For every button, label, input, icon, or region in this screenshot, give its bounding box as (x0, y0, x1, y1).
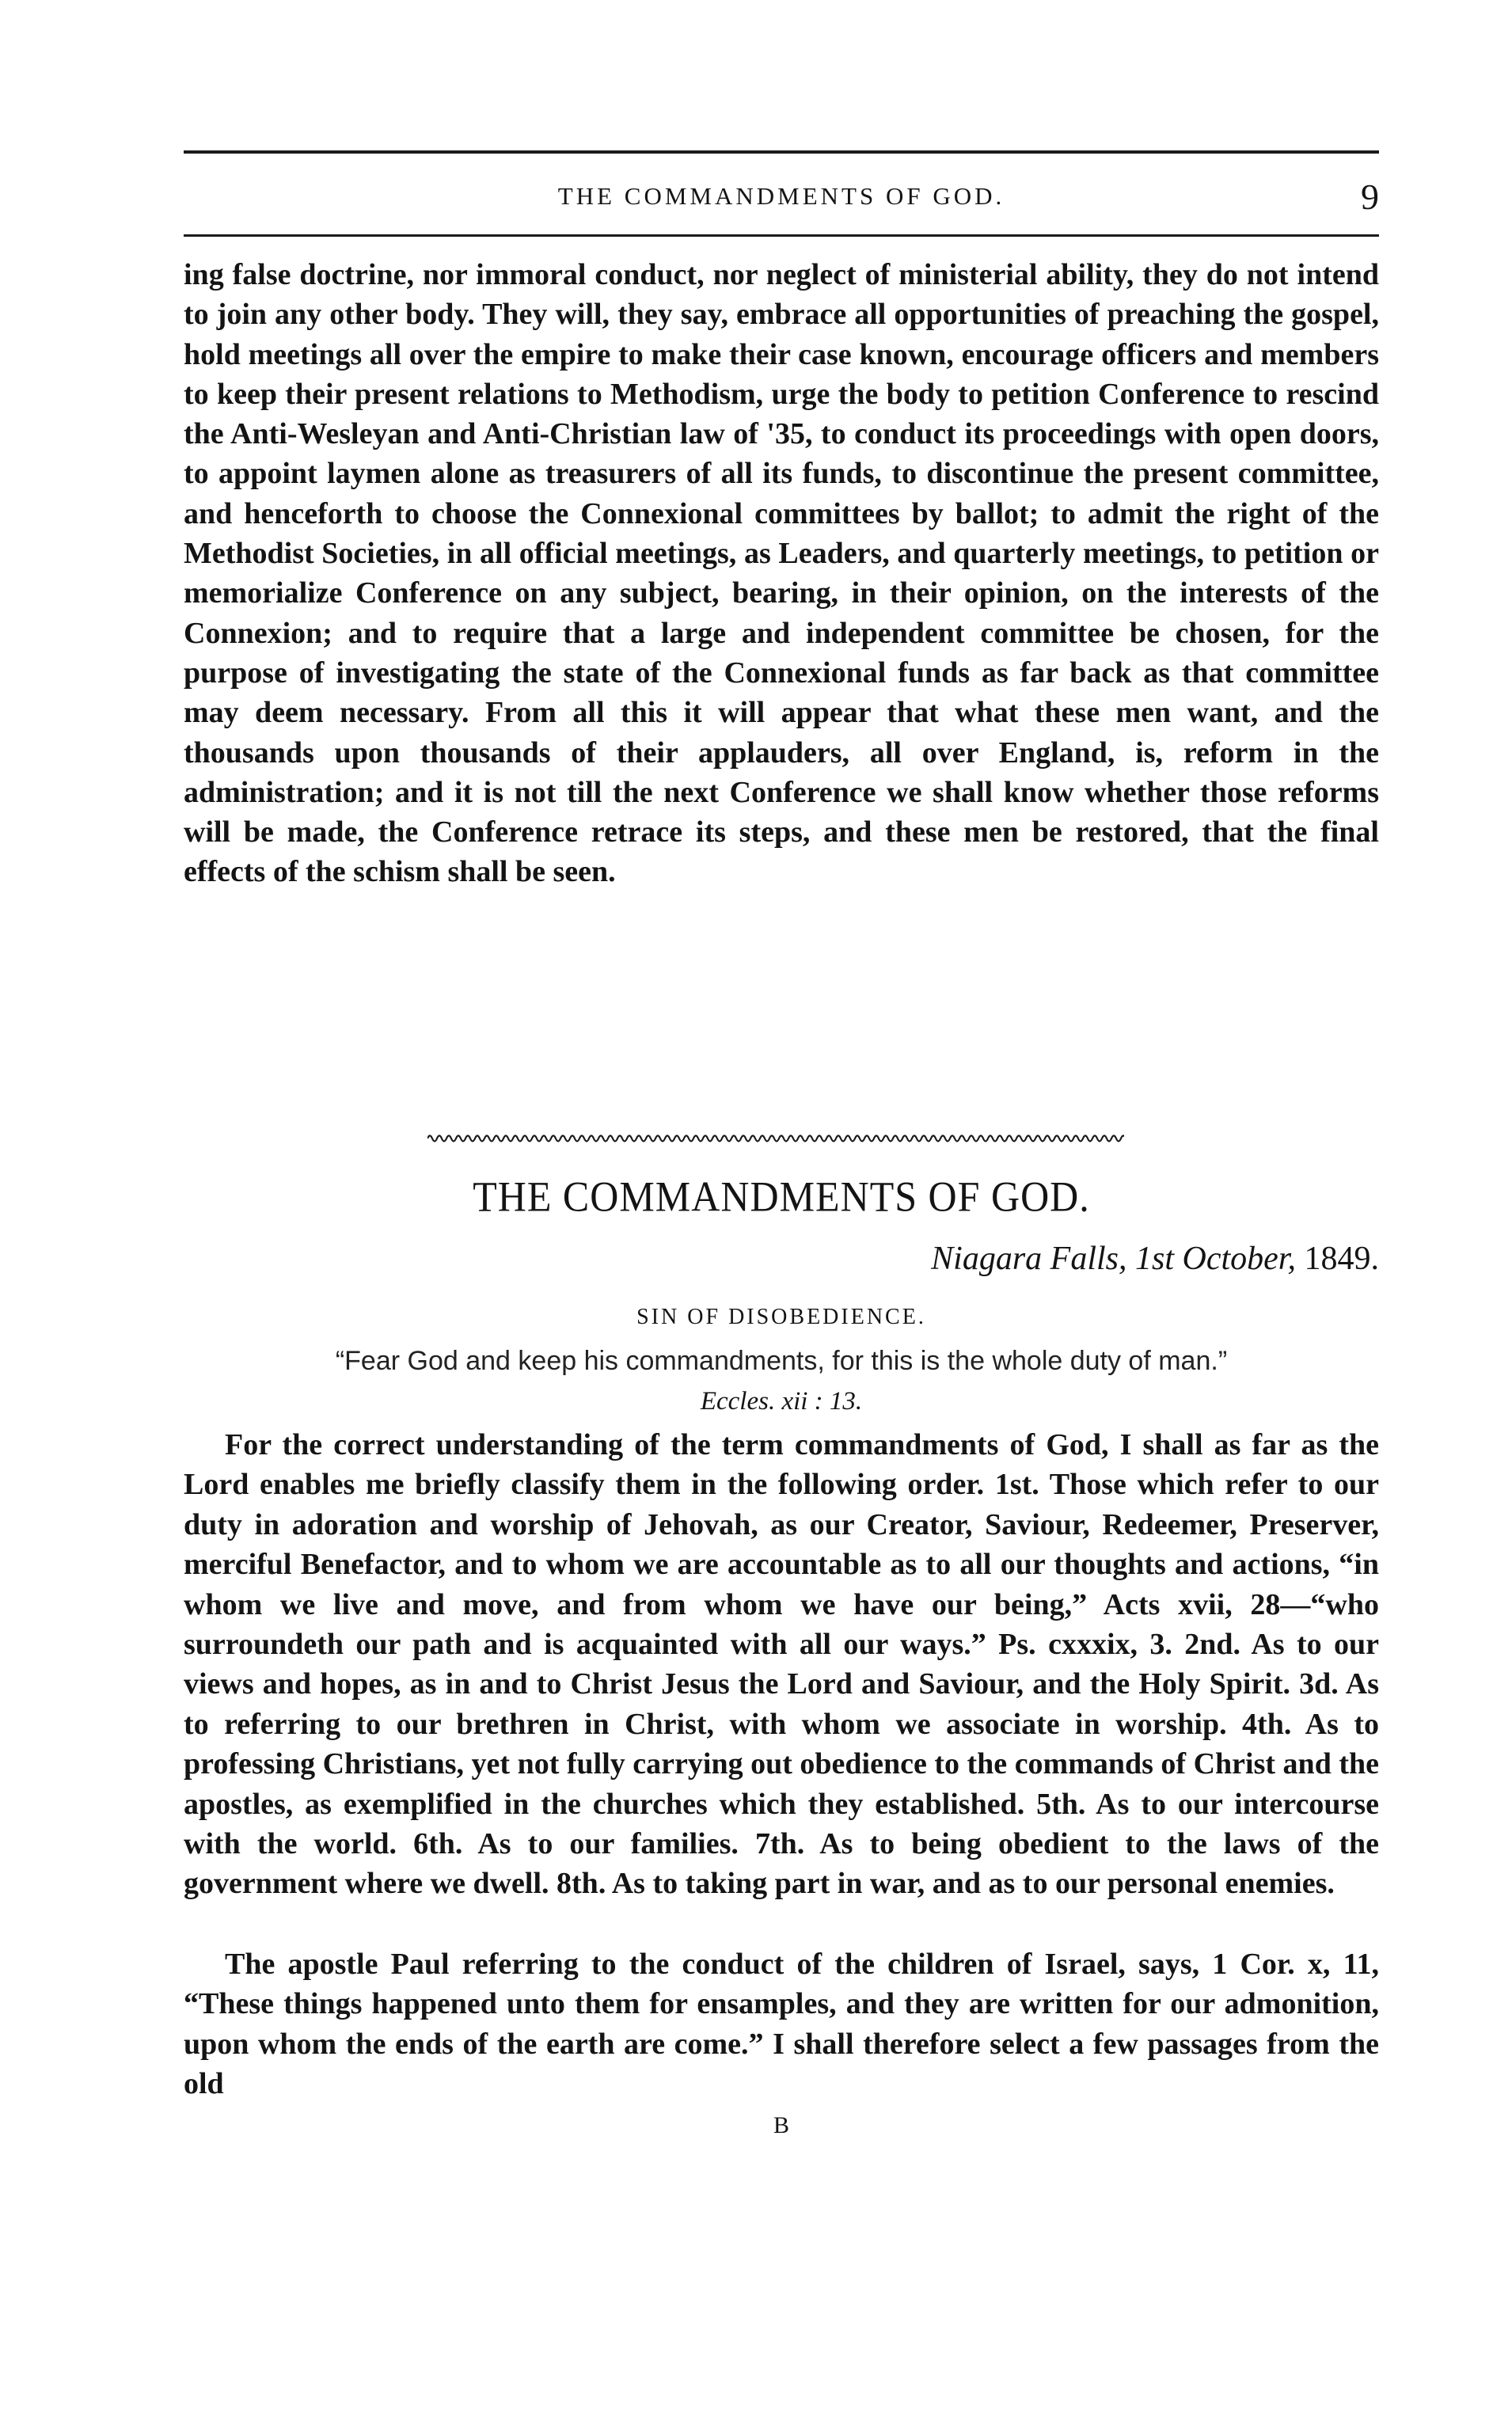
signature-mark: B (773, 2112, 789, 2138)
dateline-year: 1849. (1304, 1241, 1379, 1277)
body-paragraph-commandments-classification: For the correct understanding of the term commandments of God, I shall as far as the Lord enables me briefly classify them in the following order. 1st. Those which refer to our duty in adoration and worship of Jehovah, as our Creator, Saviour, Redeemer, Preserver, merciful Benefactor, and to whom we are accountable as to all our thoughts and actions, “in whom we live and move, and from whom we have our being,” Acts xvii, 28—“who surroundeth our path and is acquainted with all our ways.” Ps. cxxxix, 3. 2nd. As to our views and hopes, as in and to Christ Jesus the Lord and Saviour, and the Holy Spirit. 3d. As to referring to our brethren in Christ, with whom we associate in worship. 4th. As to professing Christians, yet not fully carrying out obedience to the commands of Christ and the apostles, as exemplified in the churches which they established. 5th. As to our intercourse with the world. 6th. As to our families. 7th. As to being obedient to the laws of the government where we dwell. 8th. As to taking part in war, and as to our personal enemies. (184, 1428, 1379, 1901)
header-rule-top (184, 150, 1379, 154)
section-title: THE COMMANDMENTS OF GOD. (473, 1172, 1090, 1221)
dateline-place-date: Niagara Falls, 1st October, (931, 1241, 1296, 1277)
running-head (184, 176, 1379, 215)
epigraph-citation: Eccles. xii : 13. (700, 1387, 863, 1416)
wavy-separator (427, 1131, 1124, 1146)
continuation-paragraph: ing false doctrine, nor immoral conduct, nor neglect of ministerial ability, they do not intend to join any other body. They will, they say, embrace all opportunities of preaching the gospel, hold meetings all over the empire to make their case known, encourage officers and members to keep their present relations to Methodism, urge the body to petition Conference to rescind the Anti-Wesleyan and Anti-Christian law of '35, to conduct its proceedings with open doors, to appoint laymen alone as treasurers of all its funds, to discontinue the present committee, and henceforth to choose the Connexional committees by ballot; to admit the right of the Methodist Societies, in all official meetings, as Leaders, and quarterly meetings, to petition or memorialize Conference on any subject, bearing, in their opinion, on the interests of the Connexion; and to require that a large and independent committee be chosen, for the purpose of investigating the state of the Connexional funds as far back as that committee may deem necessary. From all this it will appear that what these men want, and the thousands upon thousands of their applauders, all over England, is, reform in the administration; and it is not till the next Conference we shall know whether those reforms will be made, the Conference retrace its steps, and these men be restored, that the final effects of the schism shall be seen. (184, 258, 1379, 889)
header-rule-bottom (184, 234, 1379, 237)
page-number: 9 (1361, 177, 1379, 217)
subheading: SIN OF DISOBEDIENCE. (636, 1305, 926, 1329)
dateline (931, 1240, 1379, 1278)
epigraph: “Fear God and keep his commandments, for this is the whole duty of man.” (335, 1346, 1228, 1376)
wavy-line-ornament (427, 1131, 1124, 1146)
body-paragraph-apostle-paul: The apostle Paul referring to the conduct of the children of Israel, says, 1 Cor. x, 11, “These things happened unto them for ensamples, and they are written for our admonition, upon whom the ends of the earth are come.” I shall therefore select a few passages from the old (184, 1948, 1379, 2101)
running-title: THE COMMANDMENTS OF GOD. (557, 182, 1005, 210)
